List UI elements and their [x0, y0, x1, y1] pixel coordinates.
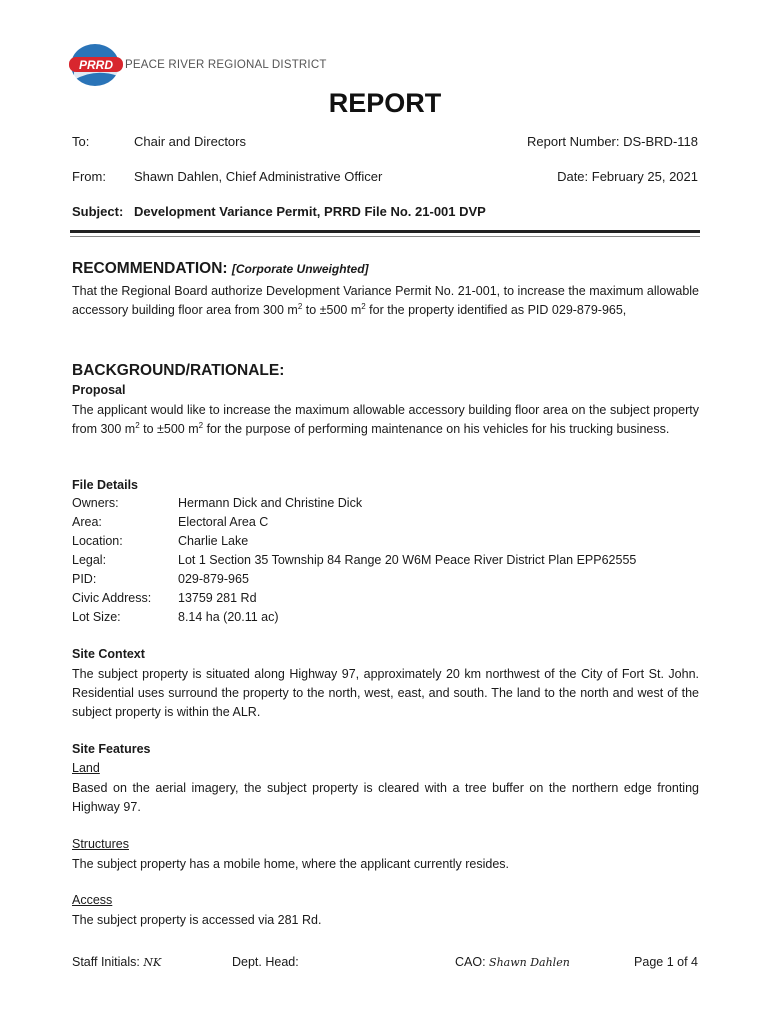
detail-row [72, 496, 712, 515]
detail-label: Area: [72, 515, 102, 529]
detail-value: Hermann Dick and Christine Dick [178, 496, 363, 510]
detail-row [72, 591, 712, 610]
detail-label: PID: [72, 572, 97, 586]
structures-heading: Structures [72, 837, 129, 851]
site-context-heading: Site Context [72, 647, 145, 661]
recommendation-heading-text: RECOMMENDATION: [72, 260, 228, 277]
file-details-heading: File Details [72, 478, 138, 492]
background-heading: BACKGROUND/RATIONALE: [72, 362, 285, 379]
recommendation-heading [72, 260, 369, 278]
detail-row [72, 610, 712, 629]
detail-value: Electoral Area C [178, 515, 269, 529]
org-name: PEACE RIVER REGIONAL DISTRICT [125, 59, 327, 71]
proposal-text-2: to ±500 m [139, 422, 199, 436]
recommendation-text-1: That the Regional Board authorize Development Variance Permit No. 21-001, to increase the maximum allowable accessory building floor area from 300 m [72, 284, 699, 317]
detail-label: Civic Address: [72, 591, 152, 605]
staff-initials-label: Staff Initials: [72, 955, 140, 969]
access-text: The subject property is accessed via 281 Rd. [72, 913, 322, 927]
recommendation-text-2: to ±500 m [302, 303, 362, 317]
detail-row [72, 553, 712, 572]
detail-value: Lot 1 Section 35 Township 84 Range 20 W6M Peace River District Plan EPP62555 [178, 553, 637, 567]
detail-row [72, 515, 712, 534]
to-value: Chair and Directors [134, 134, 246, 149]
sup: 2 [198, 420, 204, 430]
detail-label: Owners: [72, 496, 119, 510]
structures-text: The subject property has a mobile home, where the applicant currently resides. [72, 857, 510, 871]
staff-initials [72, 955, 161, 969]
detail-row [72, 534, 712, 553]
sup: 2 [297, 301, 303, 311]
report-date: Date: February 25, 2021 [557, 169, 698, 184]
detail-value: Charlie Lake [178, 534, 249, 548]
prrd-logo-icon [68, 42, 124, 88]
detail-row [72, 572, 712, 591]
sup: 2 [135, 420, 140, 430]
recommendation-tag: [Corporate Unweighted] [231, 262, 369, 276]
proposal-text [72, 401, 699, 439]
cao-signature: Shawn Dahlen [489, 956, 570, 969]
report-number: Report Number: DS-BRD-118 [527, 134, 698, 149]
detail-value: 8.14 ha (20.11 ac) [178, 610, 279, 624]
from-label: From: [72, 169, 106, 184]
recommendation-text-3: for the property identified as PID 029-879-965, [365, 303, 627, 317]
detail-label: Lot Size: [72, 610, 121, 624]
recommendation-text [72, 282, 699, 320]
detail-value: 029-879-965 [178, 572, 249, 586]
header-divider [70, 230, 700, 237]
staff-initials-value: NK [143, 956, 162, 969]
land-text: Based on the aerial imagery, the subject property is cleared with a tree buffer on the northern edge fronting Highway 97. [72, 781, 699, 814]
file-details-list [72, 496, 712, 629]
detail-value: 13759 281 Rd [178, 591, 257, 605]
proposal-heading: Proposal [72, 383, 126, 397]
site-features-heading: Site Features [72, 742, 151, 756]
cao-field [455, 955, 570, 969]
land-heading: Land [72, 761, 100, 775]
dept-head-label: Dept. Head: [232, 955, 299, 969]
page-number: Page 1 of 4 [634, 955, 698, 969]
access-heading: Access [72, 893, 113, 907]
detail-label: Legal: [72, 553, 107, 567]
sup: 2 [361, 301, 366, 311]
proposal-text-3: for the purpose of performing maintenance on his vehicles for his trucking business. [203, 422, 670, 436]
logo-text: PRRD [78, 58, 114, 72]
cao-label: CAO: [455, 955, 486, 969]
subject-value: Development Variance Permit, PRRD File No. 21-001 DVP [134, 204, 486, 219]
detail-label: Location: [72, 534, 123, 548]
site-context-text: The subject property is situated along Highway 97, approximately 20 km northwest of the City of Fort St. John. Residential uses surround the property to the north, west, east, and south. The land to the north and west of the subject property is within the ALR. [72, 667, 699, 719]
report-title: REPORT [328, 88, 442, 118]
subject-label: Subject: [72, 204, 124, 219]
from-value: Shawn Dahlen, Chief Administrative Officer [134, 169, 383, 184]
to-label: To: [72, 134, 90, 149]
proposal-text-1: The applicant would like to increase the maximum allowable accessory building floor area on the subject property from 300 m [72, 403, 699, 436]
